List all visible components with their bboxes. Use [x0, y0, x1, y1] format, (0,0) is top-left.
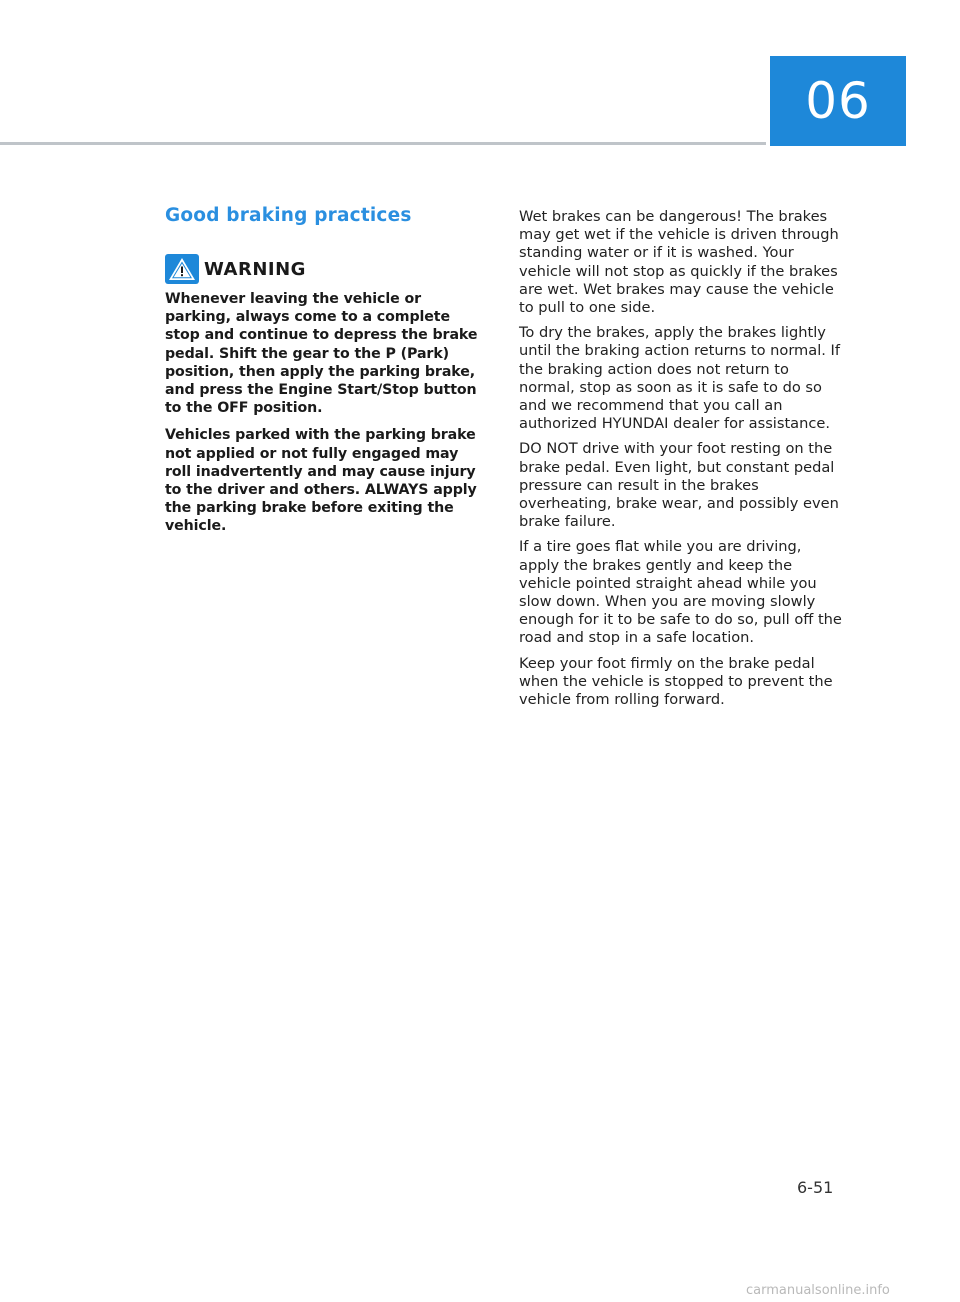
- header-rule: [0, 142, 766, 145]
- warning-paragraph: Vehicles parked with the parking brake not applied or not fully engaged may roll inadvertently and may cause injury to the driver and others. ALWAYS apply the parking brake before exiting the vehicle.: [165, 427, 477, 535]
- body-paragraph: If a tire goes flat while you are driving, apply the brakes gently and keep the vehicle pointed straight ahead while you slow down. When you are moving slowly enough for it to be safe to do so, pull off the road and stop in a safe location.: [519, 538, 842, 647]
- watermark-link[interactable]: carmanualsonline.info: [746, 1283, 890, 1298]
- warning-header: [165, 254, 480, 284]
- warning-box: [165, 254, 480, 536]
- warning-paragraph: Whenever leaving the vehicle or parking, always come to a complete stop and continue to depress the brake pedal. Shift the gear to the P (Park) position, then apply the parking brake, and press the Engine Start/Stop button to the OFF position.: [165, 291, 478, 417]
- chapter-tab: [770, 56, 906, 146]
- body-paragraph: To dry the brakes, apply the brakes lightly until the braking action returns to normal. If the braking action does not return to normal, stop as soon as it is safe to do so and we recommend that you call an authorized HYUNDAI dealer for assistance.: [519, 324, 840, 433]
- page-number: 6-51: [797, 1178, 834, 1197]
- warning-label: WARNING: [204, 258, 306, 280]
- body-paragraph: Keep your foot firmly on the brake pedal when the vehicle is stopped to prevent the vehicle from rolling forward.: [519, 654, 833, 709]
- body-paragraph: Wet brakes can be dangerous! The brakes may get wet if the vehicle is driven through standing water or if it is washed. Your vehicle will not stop as quickly if the brakes are wet. Wet brakes may cause the vehicle to pull to one side.: [519, 208, 839, 317]
- warning-triangle-icon: [165, 254, 199, 284]
- left-column: [165, 205, 480, 545]
- body-paragraph: DO NOT drive with your foot resting on the brake pedal. Even light, but constant pedal pressure can result in the brakes overheating, brake wear, and possibly even brake failure.: [519, 440, 839, 531]
- right-column: [519, 208, 844, 716]
- chapter-number: 06: [805, 72, 871, 130]
- section-title: Good braking practices: [165, 205, 412, 226]
